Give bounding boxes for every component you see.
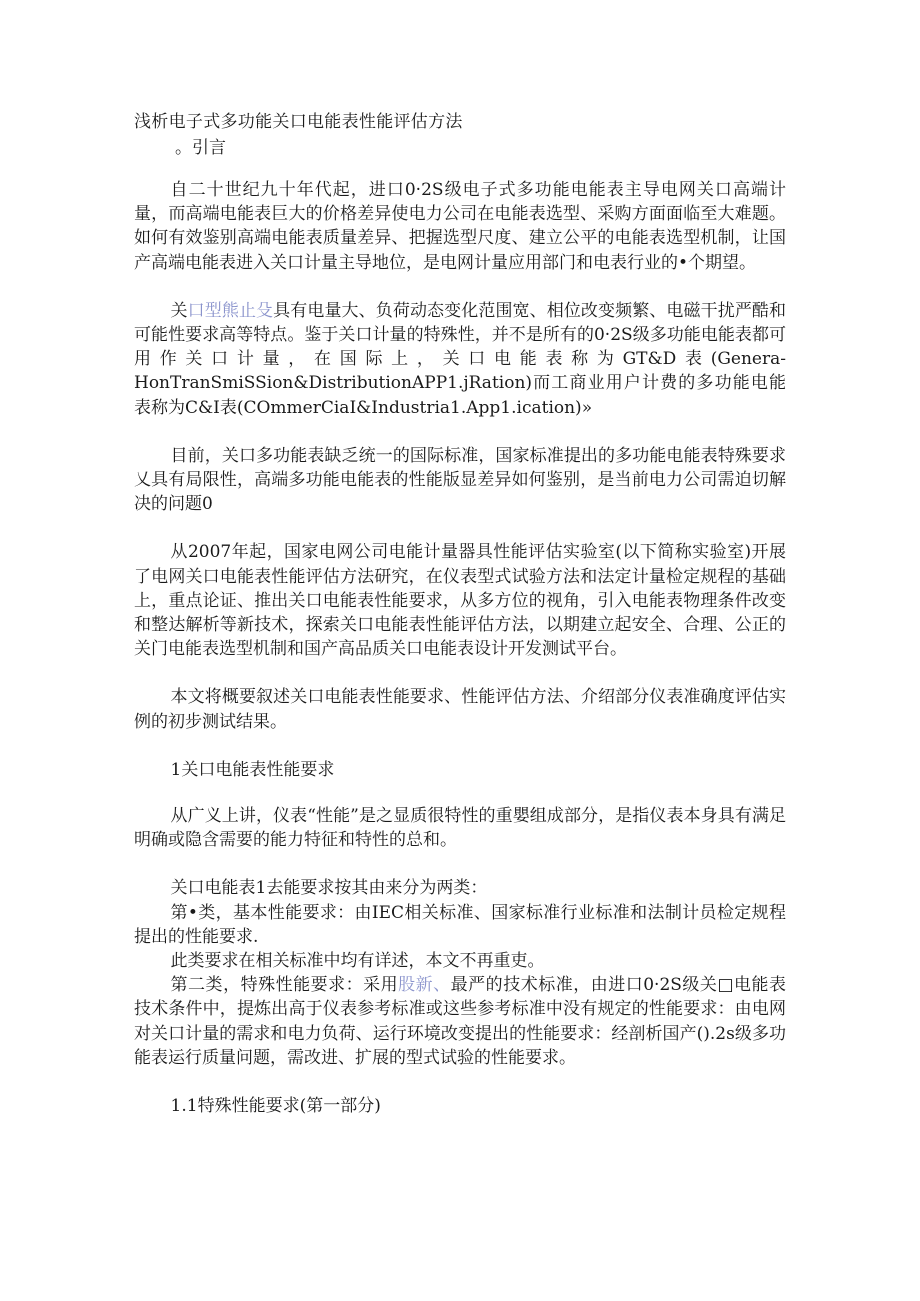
paragraph-2-start: 关 xyxy=(170,300,188,321)
paragraph-8: 第•类，基本性能要求：由IEC相关标准、国家标准行业标准和法制计员检定规程提出的性能要求. xyxy=(134,902,786,947)
intro-heading: 。引言 xyxy=(175,138,226,158)
paragraph-2-rest: 具有电量大、负荷动态变化范围宽、相位改变频繁、电磁干扰严酷和可能性要求高等特点。鉴于关口计量的特殊性，并不是所有的0·2S级多功能电能表都可用作关口计量，在国际上，关口电能表称为GT&D表(Genera- HonTranSmiSSion&DistributionAPP1.jRation)而工商业用户计费的多功能电能表称为C&I表(COmmerCiaI&Industria1.App1.ication)» xyxy=(134,300,787,418)
document-title: 浅析电子式多功能关口电能表性能评估方法 xyxy=(134,112,463,132)
paragraph-5: 本文将概要叙述关口电能表性能要求、性能评估方法、介绍部分仪表准确度评估实例的初步测试结果。 xyxy=(134,687,786,732)
paragraph-6: 从广义上讲，仪表“性能”是之显质很特性的重嬰组成部分，是指仪表本身具有满足明确或隐含需要的能力特征和特性的总和。 xyxy=(134,806,786,851)
paragraph-9: 此类要求在相关标准中均有详述，本文不再重吏。 xyxy=(170,951,545,972)
paragraph-10-rest: 最严的技术标准，由进口0·2S级关□电能表技术条件中，提炼出高于仪表参考标准或这些参考标准中没有规定的性能要求：由电网对关口计量的需求和电力负荷、运行环境改变提出的性能要求：经剖析国产().2s级多功能表运行质量问题，需改进、扩展的型式试验的性能要求。 xyxy=(134,975,787,1068)
paragraph-2-highlight: 口型熊止殳 xyxy=(187,300,274,321)
paragraph-1: 自二十世纪九十年代起，进口0·2S级电子式多功能电能表主导电网关口高端计量，而高端电能表巨大的价格差异使电力公司在电能表选型、采购方面面临至大难题。如何有效鉴别高端电能表质量差异、把握选型尺度、建立公平的电能表选型机制，让国产高端电能表进入关口计量主导地位，是电网计量应用部门和电表行业的•个期望。 xyxy=(134,180,786,273)
section-heading-1-1: 1.1特殊性能要求(第一部分) xyxy=(170,1096,381,1117)
paragraph-4: 从2007年起，国家电网公司电能计量器具性能评估实验室(以下简称实验室)开展了电网关口电能表性能评估方法研究，在仪表型式试验方法和法定计量检定规程的基础上，重点论证、推出关口电能表性能要求，从多方位的视角，引入电能表物理条件改变和整达解析等新技术，探索关口电能表性能评估方法，以期建立起安全、合理、公正的关门电能表选型机制和国产高品质关口电能表设计开发测试平台。 xyxy=(134,542,786,660)
section-heading-1: 1关口电能表性能要求 xyxy=(170,759,335,780)
paragraph-7: 关口电能表1去能要求按其由来分为两类： xyxy=(170,878,488,899)
paragraph-10-start: 第二类，特殊性能要求：采用 xyxy=(170,975,399,996)
paragraph-10-highlight: 股新、 xyxy=(398,975,451,996)
document-body xyxy=(134,178,786,1140)
paragraph-3: 目前，关口多功能表缺乏统一的国际标准，国家标准提出的多功能电能表特殊要求乂具有局限性，高端多功能电能表的性能版显差异如何鉴别，是当前电力公司需迫切解决的问题0 xyxy=(134,445,786,515)
paragraph-10 xyxy=(134,973,786,1070)
paragraph-2 xyxy=(134,299,786,420)
